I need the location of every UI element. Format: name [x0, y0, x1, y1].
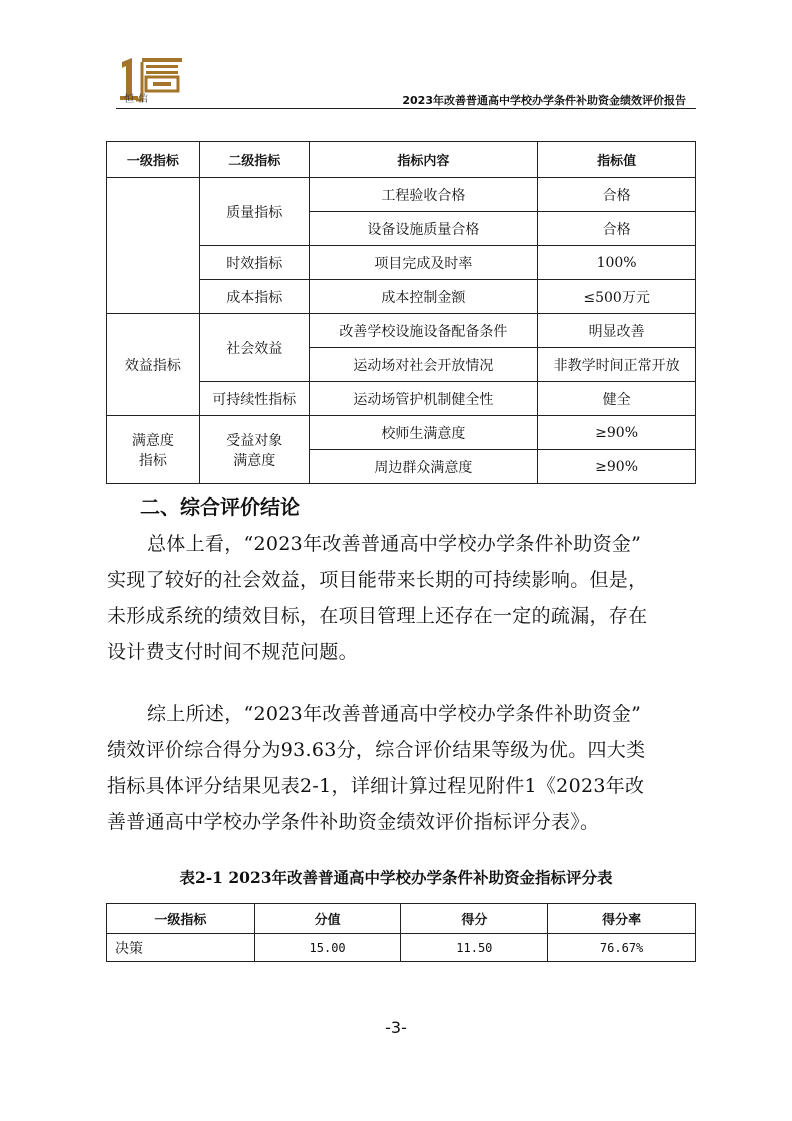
level2-line: 满意度: [233, 452, 276, 469]
column-header: 二级指标: [199, 142, 309, 178]
content-cell: 设备设施质量合格: [309, 212, 538, 246]
level2-cell: 质量指标: [199, 178, 309, 246]
column-header: 得分率: [548, 904, 696, 934]
paragraph-1: [107, 526, 697, 670]
text-line: 实现了较好的社会效益，项目能带来长期的可持续影响。但是，: [107, 569, 648, 591]
text-line: 善普通高中学校办学条件补助资金绩效评价指标评分表》。: [107, 811, 600, 833]
content-cell: 项目完成及时率: [309, 246, 538, 280]
column-header: 一级指标: [107, 142, 200, 178]
level1-line: 指标: [138, 452, 167, 469]
level1-cell: 效益指标: [107, 314, 200, 416]
level2-cell: 可持续性指标: [199, 382, 309, 416]
table-row: [107, 934, 696, 962]
level2-cell: 时效指标: [199, 246, 309, 280]
header-divider: [116, 108, 696, 109]
text-line: 绩效评价综合得分为93.63分，综合评价结果等级为优。四大类: [107, 739, 646, 761]
paragraph-2: [107, 696, 697, 840]
table-caption: 表2-1 2023年改善普通高中学校办学条件补助资金指标评分表: [179, 868, 613, 887]
header-title: 2023年改善普通高中学校办学条件补助资金绩效评价报告: [402, 94, 686, 107]
column-header: 指标内容: [309, 142, 538, 178]
column-header: 得分: [401, 904, 548, 934]
level1-cell: [107, 178, 200, 314]
level2-cell: 成本指标: [199, 280, 309, 314]
column-header: 指标值: [538, 142, 696, 178]
table-row: [107, 314, 696, 348]
value-cell: 明显改善: [538, 314, 696, 348]
content-cell: 成本控制金额: [309, 280, 538, 314]
table-header-row: [107, 904, 696, 934]
level1-cell: [107, 416, 200, 484]
text-line: 总体上看，“2023年改善普通高中学校办学条件补助资金”: [147, 533, 642, 555]
level1-line: 满意度: [131, 432, 174, 449]
value-cell: 健全: [538, 382, 696, 416]
value-cell: ≥90%: [538, 416, 696, 450]
value-cell: 合格: [538, 178, 696, 212]
value-cell: ≥90%: [538, 450, 696, 484]
text-line: 未形成系统的绩效目标，在项目管理上还存在一定的疏漏，存在: [107, 605, 648, 627]
page-number: -3-: [385, 1018, 407, 1037]
content-cell: 改善学校设施设备配备条件: [309, 314, 538, 348]
level2-line: 受益对象: [226, 432, 283, 449]
text-line: 设计费支付时间不规范问题。: [107, 641, 358, 663]
level2-cell: [199, 416, 309, 484]
value-cell: 非教学时间正常开放: [538, 348, 696, 382]
logo-text: 恒信: [124, 94, 152, 105]
text-line: 指标具体评分结果见表2-1，详细计算过程见附件1《2023年改: [107, 775, 645, 797]
level2-cell: 社会效益: [199, 314, 309, 382]
table-row: [107, 416, 696, 450]
indicator-table: [106, 141, 696, 484]
value-cell: 100%: [538, 246, 696, 280]
content-cell: 周边群众满意度: [309, 450, 538, 484]
table-header-row: [107, 142, 696, 178]
score-cell: 11.50: [401, 934, 548, 962]
column-header: 一级指标: [107, 904, 255, 934]
indicator-cell: 决策: [107, 934, 255, 962]
column-header: 分值: [254, 904, 401, 934]
score-table: [106, 903, 696, 962]
section-heading: 二、综合评价结论: [140, 495, 300, 519]
value-cell: 合格: [538, 212, 696, 246]
text-line: 综上所述，“2023年改善普通高中学校办学条件补助资金”: [147, 703, 642, 725]
table-row: [107, 178, 696, 212]
rate-cell: 76.67%: [548, 934, 696, 962]
value-cell: ≤500万元: [538, 280, 696, 314]
content-cell: 运动场对社会开放情况: [309, 348, 538, 382]
content-cell: 工程验收合格: [309, 178, 538, 212]
content-cell: 运动场管护机制健全性: [309, 382, 538, 416]
points-cell: 15.00: [254, 934, 401, 962]
content-cell: 校师生满意度: [309, 416, 538, 450]
